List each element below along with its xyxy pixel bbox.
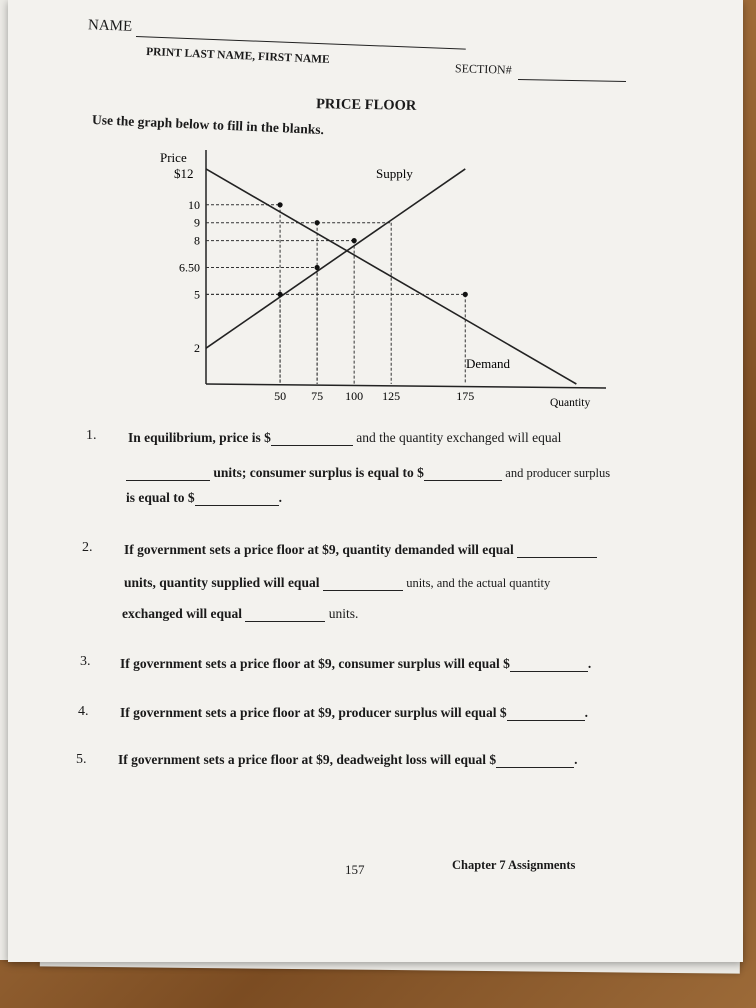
answer-blank-floor-producer-surplus[interactable] bbox=[507, 720, 585, 721]
supply-line bbox=[206, 169, 465, 348]
price-floor-chart bbox=[148, 140, 618, 420]
question-4-end: . bbox=[584, 705, 589, 720]
x-axis-label: Quantity bbox=[550, 397, 591, 409]
page-title: PRICE FLOOR bbox=[315, 96, 417, 114]
y-tick-label: 8 bbox=[194, 233, 200, 248]
y-tick-label: 5 bbox=[194, 287, 200, 302]
x-tick-label: 50 bbox=[274, 389, 287, 403]
worksheet-page bbox=[8, 0, 743, 962]
y-axis-label: Price bbox=[160, 150, 187, 165]
question-5-number: 5. bbox=[76, 752, 87, 767]
question-2-number: 2. bbox=[82, 540, 93, 555]
question-2-line-2 bbox=[124, 575, 550, 591]
question-1-text-c: units; consumer surplus is equal to $ bbox=[213, 465, 424, 480]
x-tick-label: 125 bbox=[382, 389, 401, 403]
question-2-emph: price floor bbox=[243, 542, 305, 557]
question-1-text-e: is equal to $ bbox=[126, 490, 195, 505]
chart-lines bbox=[206, 169, 576, 384]
demand-line bbox=[206, 169, 576, 384]
question-5-end: . bbox=[574, 752, 578, 767]
question-3-emph: price floor bbox=[239, 656, 301, 671]
question-2-line-1 bbox=[124, 542, 597, 558]
section-label: SECTION# bbox=[454, 61, 512, 77]
marked-point bbox=[315, 265, 320, 270]
name-label: NAME bbox=[87, 17, 133, 35]
y-tick-label: 9 bbox=[194, 215, 200, 230]
marked-point bbox=[315, 220, 320, 225]
answer-blank-equilibrium-price[interactable] bbox=[271, 445, 353, 446]
question-4-text-b: at $9, producer surplus will equal $ bbox=[300, 705, 507, 720]
page-number: 157 bbox=[345, 862, 365, 877]
question-2-text-c: units, quantity supplied will equal bbox=[124, 575, 320, 590]
question-2-text-b: at $9, quantity demanded will equal bbox=[304, 542, 514, 557]
question-4-line bbox=[120, 705, 588, 721]
marked-point bbox=[463, 292, 468, 297]
x-tick-label: 100 bbox=[345, 389, 364, 403]
instructions: Use the graph below to fill in the blanks. bbox=[91, 112, 325, 138]
question-1-number: 1. bbox=[86, 428, 97, 443]
y-tick-label: 2 bbox=[194, 341, 200, 356]
question-1-line-2 bbox=[126, 465, 610, 481]
answer-blank-actual-quantity[interactable] bbox=[245, 621, 325, 622]
question-1-text-a: In equilibrium, price is $ bbox=[128, 430, 271, 445]
question-2-text-f: units. bbox=[328, 606, 359, 621]
question-4-number: 4. bbox=[78, 704, 89, 719]
question-1-text-d: and producer surplus bbox=[505, 466, 611, 480]
question-2-line-3 bbox=[122, 606, 358, 622]
question-5-line bbox=[118, 752, 578, 768]
answer-blank-equilibrium-quantity[interactable] bbox=[126, 480, 210, 481]
question-3-end: . bbox=[587, 656, 592, 671]
x-tick-label: 75 bbox=[311, 389, 324, 403]
chart-guides bbox=[206, 205, 465, 384]
answer-blank-consumer-surplus[interactable] bbox=[424, 480, 502, 481]
answer-blank-floor-consumer-surplus[interactable] bbox=[510, 671, 588, 672]
x-tick-labels bbox=[274, 389, 474, 403]
question-2-text-a: If government sets a bbox=[124, 542, 244, 557]
question-2-text-d: units, and the actual quantity bbox=[406, 576, 551, 590]
y-tick-labels bbox=[179, 198, 200, 355]
question-3-line bbox=[120, 656, 591, 672]
marked-point bbox=[352, 238, 357, 243]
question-1-text-b: and the quantity exchanged will equal bbox=[356, 430, 562, 445]
y-tick-label: 10 bbox=[188, 197, 200, 212]
question-5-text-b: at $9, deadweight loss will equal $ bbox=[298, 752, 497, 767]
x-tick-label: 175 bbox=[456, 389, 475, 403]
question-2-text-e: exchanged will equal bbox=[122, 606, 243, 621]
supply-label: Supply bbox=[376, 166, 413, 181]
answer-blank-quantity-demanded[interactable] bbox=[517, 557, 597, 558]
answer-blank-quantity-supplied[interactable] bbox=[323, 590, 403, 591]
y-top-tick-label: $12 bbox=[174, 166, 194, 181]
question-3-text-a: If government sets a bbox=[120, 656, 240, 671]
chapter-label: Chapter 7 Assignments bbox=[452, 858, 576, 872]
marked-point bbox=[277, 292, 282, 297]
answer-blank-producer-surplus[interactable] bbox=[195, 505, 279, 506]
question-3-text-b: at $9, consumer surplus will equal $ bbox=[300, 656, 510, 671]
marked-point bbox=[277, 202, 282, 207]
name-caption: PRINT LAST NAME, FIRST NAME bbox=[145, 45, 330, 67]
section-line bbox=[518, 79, 626, 82]
question-4-emph: price floor bbox=[239, 705, 301, 720]
question-4-text-a: If government sets a bbox=[120, 705, 240, 720]
question-5-text-a: If government sets a bbox=[118, 752, 238, 767]
demand-label: Demand bbox=[466, 356, 511, 371]
question-3-number: 3. bbox=[80, 654, 91, 669]
question-5-emph: price floor bbox=[237, 752, 299, 767]
chart-axes bbox=[206, 150, 606, 388]
y-tick-label: 6.50 bbox=[179, 260, 200, 275]
question-1-text-f: . bbox=[278, 490, 283, 505]
x-axis bbox=[206, 384, 606, 388]
chart-points bbox=[277, 202, 467, 297]
question-1-line-1 bbox=[128, 430, 561, 446]
question-1-line-3 bbox=[126, 490, 282, 506]
answer-blank-deadweight-loss[interactable] bbox=[496, 767, 574, 768]
